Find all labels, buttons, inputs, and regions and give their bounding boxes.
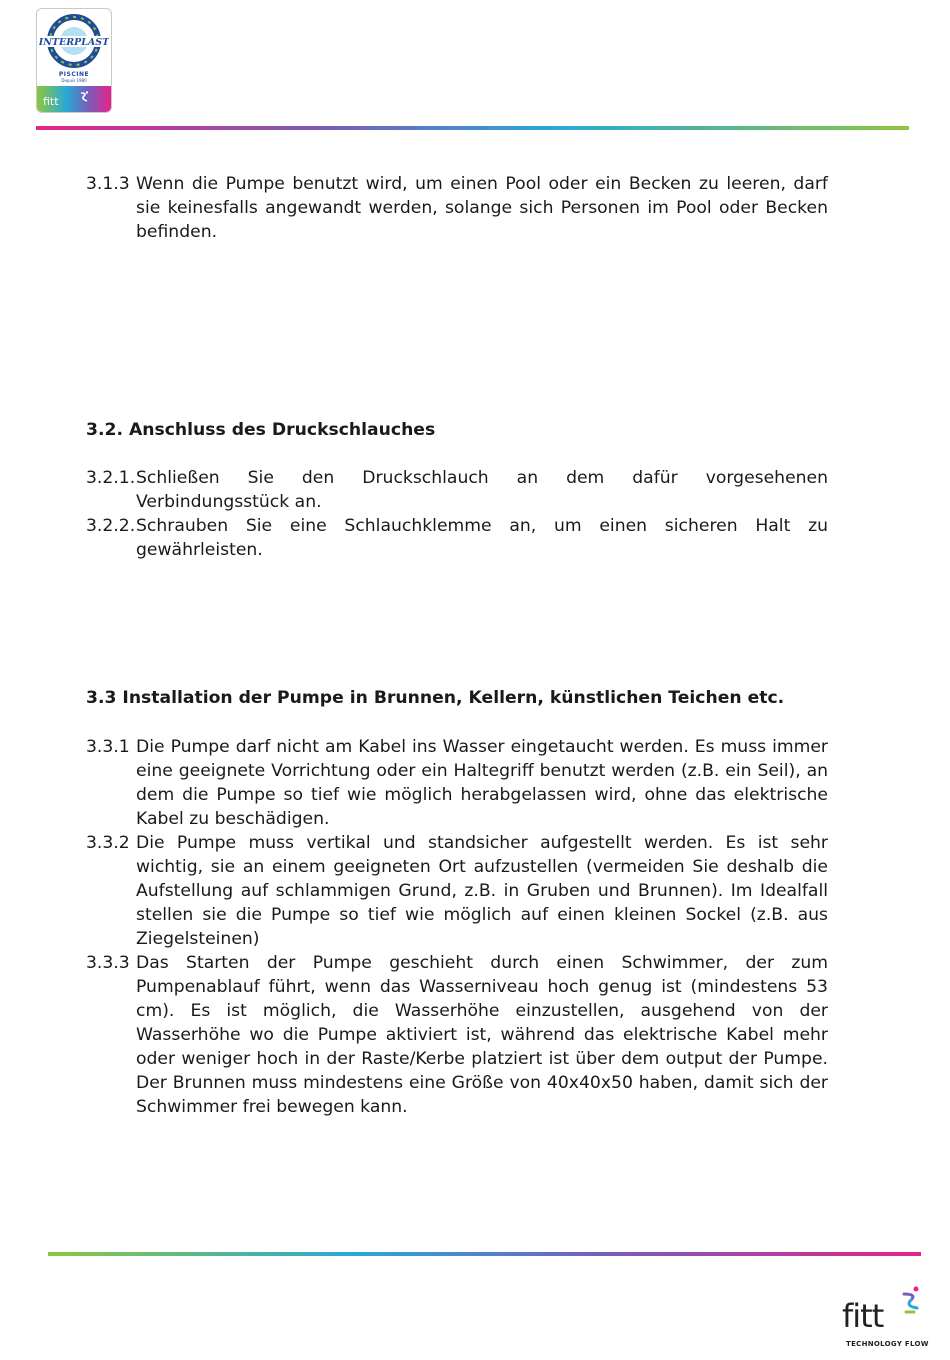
section-heading-3-3: 3.3 Installation der Pumpe in Brunnen, Kellern, künstlichen Teichen etc.: [86, 688, 785, 708]
svg-text:INTERPLAST: INTERPLAST: [39, 37, 109, 48]
logo-color-band: [37, 86, 111, 112]
interplast-logo: [36, 8, 112, 113]
item-number: 3.3.2: [86, 833, 130, 853]
item-number: 3.2.2.: [86, 516, 136, 536]
item-number: 3.3.1: [86, 737, 130, 757]
footer-brand-word: fitt: [842, 1297, 884, 1335]
interplast-seal-icon: [39, 13, 109, 69]
fitt-footer-logo: [842, 1286, 929, 1352]
list-item: [86, 951, 828, 1119]
item-number: 3.1.3: [86, 174, 130, 194]
list-item: [86, 514, 828, 562]
section-heading-3-2: 3.2. Anschluss des Druckschlauches: [86, 420, 436, 440]
logo-since-label: Depuis 1980: [61, 78, 87, 83]
section-3-3: [86, 735, 828, 1119]
item-number: 3.2.1.: [86, 468, 136, 488]
item-number: 3.3.3: [86, 953, 130, 973]
logo-fitt-word: fitt: [43, 95, 59, 108]
item-text: Wenn die Pumpe benutzt wird, um einen Pool oder ein Becken zu leeren, darf sie keinesfalls angewandt werden, solange sich Personen im Pool oder Becken befinden.: [136, 174, 828, 242]
list-item: [86, 831, 828, 951]
list-item: [86, 735, 828, 831]
fitt-swirl-icon: [79, 91, 89, 103]
section-3-1: [86, 172, 828, 244]
list-item: [86, 172, 828, 244]
item-text: Das Starten der Pumpe geschieht durch einen Schwimmer, der zum Pumpenablauf führt, wenn das Wasserniveau hoch genug ist (mindestens 53 cm). Es ist möglich, die Wasserhöhe einzustellen, ausgehend von der Wasserhöhe wo die Pumpe aktiviert ist, während das elektrische Kabel mehr oder weniger hoch in der Raste/Kerbe platziert ist über dem output der Pumpe. Der Brunnen muss mindestens eine Größe von 40x40x50 haben, damit sich der Schwimmer frei bewegen kann.: [136, 953, 828, 1117]
fitt-swirl-icon: [900, 1286, 920, 1314]
item-text: Schließen Sie den Druckschlauch an dem dafür vorgesehenen Verbindungsstück an.: [136, 468, 828, 512]
section-3-2: [86, 466, 828, 562]
item-text: Schrauben Sie eine Schlauchklemme an, um einen sicheren Halt zu gewährleisten.: [136, 516, 828, 560]
logo-piscine-label: PISCINE: [58, 71, 90, 78]
header-gradient-rule: [36, 126, 909, 130]
list-item: [86, 466, 828, 514]
item-text: Die Pumpe muss vertikal und standsicher aufgestellt werden. Es ist sehr wichtig, sie an einem geeigneten Ort aufzustellen (vermeiden Sie deshalb die Aufstellung auf schlammigen Grund, z.B. in Gruben und Brunnen). Im Idealfall stellen sie die Pumpe so tief wie möglich auf einen kleinen Sockel (z.B. aus Ziegelsteinen): [136, 833, 828, 949]
footer-tagline: TECHNOLOGY FLOW: [846, 1340, 929, 1348]
item-text: Die Pumpe darf nicht am Kabel ins Wasser eingetaucht werden. Es muss immer eine geeignete Vorrichtung oder ein Haltegriff benutzt werden (z.B. ein Seil), an dem die Pumpe so tief wie möglich herabgelassen wird, ohne das elektrische Kabel zu beschädigen.: [136, 737, 828, 829]
footer-gradient-rule: [48, 1252, 921, 1256]
